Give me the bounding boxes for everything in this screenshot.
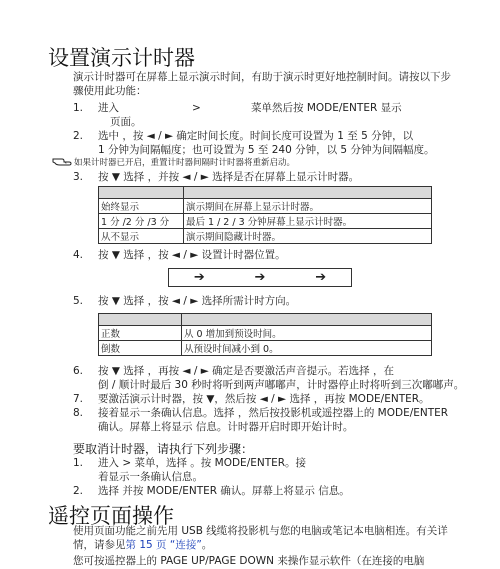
step-number: 3.: [73, 171, 84, 183]
intro-line-1: 演示计时器可在屏幕上显示演示时间，有助于演示时更好地控制时间。请按以下步: [73, 71, 451, 83]
description-cell: 演示期间在屏幕上显示计时器。: [184, 199, 432, 214]
paging-intro-end: 。: [201, 539, 213, 551]
arrow-right-icon: ➔: [193, 270, 205, 285]
cancel-step-1-line-2: 着显示一条确认信息。: [98, 471, 203, 483]
paging-intro-line-1: 使用页面功能之前先用 USB 线缆将投影机与您的电脑或笔记本电脑相连。有关详: [73, 525, 448, 537]
step-2-line-2: 1 分钟为间隔幅度；也可设置为 5 至 240 分钟，以 5 分钟为间隔幅度。: [98, 144, 435, 156]
step-number: 1.: [73, 457, 84, 469]
step-number: 2.: [73, 130, 84, 142]
step-3-text: 按 ▼ 选择 ，并按 ◄ / ► 选择是否在屏幕上显示计时器。: [98, 171, 360, 183]
cancel-step-2-text: 选择 并按 MODE/ENTER 确认。屏幕上将显示 信息。: [98, 485, 350, 497]
option-cell: 倒数: [99, 341, 182, 356]
table-row: [99, 199, 432, 214]
step-6-line-1: 按 ▼ 选择 ，再按 ◄ / ► 确定是否要激活声音提示。若选择 ，在: [98, 365, 394, 377]
step-number: 4.: [73, 249, 84, 261]
step-number: 8.: [73, 407, 84, 419]
table-row: [99, 229, 432, 244]
description-cell: 从 0 增加到预设时间。: [182, 326, 432, 341]
option-cell: 1 分 /2 分 /3 分: [99, 214, 184, 229]
intro-line-2: 骤使用此功能：: [73, 85, 147, 97]
step-1-text-d: 页面。: [110, 116, 142, 128]
table-header-cell: [99, 314, 182, 326]
position-cycle-box: [168, 268, 352, 287]
step-1-text-b: >: [192, 102, 201, 114]
section-title-remote-paging: 遥控页面操作: [48, 504, 174, 528]
table-header-cell: [184, 187, 432, 199]
description-cell: 从预设时间减小到 0。: [182, 341, 432, 356]
table-header-row: [99, 187, 432, 199]
paging-usage-text: 您可按遥控器上的 PAGE UP/PAGE DOWN 来操作显示软件（在连接的电脑: [73, 555, 425, 567]
note-hand-icon: [52, 156, 72, 168]
paging-intro-text: 情，请参见: [73, 539, 126, 551]
cancel-timer-heading: 要取消计时器，请执行下列步骤：: [73, 442, 254, 456]
step-number: 7.: [73, 393, 84, 405]
option-cell: 从不显示: [99, 229, 184, 244]
description-cell: 演示期间隐藏计时器。: [184, 229, 432, 244]
cancel-step-1-line-1: 进入 > 菜单，选择 。按 MODE/ENTER。接: [98, 457, 307, 469]
step-4-text: 按 ▼ 选择 ，按 ◄ / ► 设置计时器位置。: [98, 249, 286, 261]
table-header-cell: [182, 314, 432, 326]
table-header-cell: [99, 187, 184, 199]
arrow-right-icon: ➔: [315, 270, 327, 285]
step-5-text: 按 ▼ 选择 ，按 ◄ / ► 选择所需计时方向。: [98, 295, 297, 307]
step-number: 2.: [73, 485, 84, 497]
step-number: 1.: [73, 102, 84, 114]
section-title-presentation-timer: 设置演示计时器: [48, 46, 195, 70]
step-1-text-a: 进入: [98, 102, 119, 114]
count-direction-table: [98, 313, 432, 356]
step-7-text: 要激活演示计时器，按 ▼，然后按 ◄ / ► 选择 ，再按 MODE/ENTER。: [98, 393, 430, 405]
step-2-line-1: 选中 ，按 ◄ / ► 确定时间长度。时间长度可设置为 1 至 5 分钟，以: [98, 130, 414, 142]
note-text: 如果计时器已开启，重置计时器间隔时计时器将重新启动。: [74, 158, 296, 168]
table-row: [99, 341, 432, 356]
option-cell: 始终显示: [99, 199, 184, 214]
step-8-line-1: 接着显示一条确认信息。选择 ，然后按投影机或遥控器上的 MODE/ENTER: [98, 407, 449, 419]
step-8-line-2: 确认。屏幕上将显示 信息。计时器开启时即开始计时。: [98, 421, 354, 433]
table-row: [99, 326, 432, 341]
option-cell: 正数: [99, 326, 182, 341]
step-6-line-2: 倒 / 顺计时最后 30 秒时将听到两声嘟嘟声，计时器停止时将听到三次嘟嘟声。: [98, 379, 465, 391]
description-cell: 最后 1 / 2 / 3 分钟屏幕上显示计时器。: [184, 214, 432, 229]
timer-display-options-table: [98, 186, 432, 244]
arrow-right-icon: ➔: [254, 270, 266, 285]
step-1-text-c: 菜单然后按 MODE/ENTER 显示: [251, 102, 402, 114]
step-number: 5.: [73, 295, 84, 307]
connection-page-link[interactable]: 第 15 页 “连接”: [125, 539, 202, 551]
step-number: 6.: [73, 365, 84, 377]
table-row: [99, 214, 432, 229]
table-header-row: [99, 314, 432, 326]
paging-intro-line-2: [73, 538, 212, 553]
